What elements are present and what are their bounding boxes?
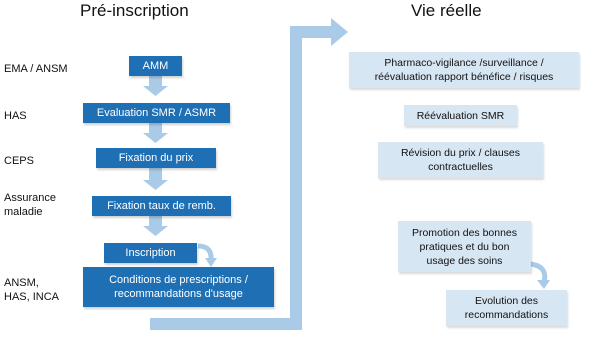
pre-inscription-title: Pré-inscription (80, 1, 189, 20)
curved-arrow-promotion (530, 264, 545, 282)
actor-ceps: CEPS (4, 155, 34, 167)
step-fixation-prix: Fixation du prix (96, 148, 216, 168)
down-arrow-4 (143, 216, 168, 236)
step-conditions-prescription: Conditions de prescriptions / recommandations d'usage (83, 267, 274, 307)
step-fixation-taux: Fixation taux de remb. (92, 196, 231, 216)
step-pharmacovigilance: Pharmaco-vigilance /surveillance / réévaluation rapport bénéfice / risques (349, 52, 579, 88)
step-evaluation-smr-asmr: Evaluation SMR / ASMR (83, 103, 230, 123)
actor-assurance-maladie: Assurance maladie (4, 192, 56, 218)
step-evolution-recommandations: Evolution des recommandations (446, 290, 567, 326)
step-inscription: Inscription (104, 243, 197, 263)
actor-ansm-has-inca: ANSM, HAS, INCA (4, 277, 60, 303)
actor-has: HAS (4, 110, 27, 122)
curved-arrow-inscription (198, 246, 211, 260)
actor-ema-ansm: EMA / ANSM (4, 63, 68, 75)
step-amm: AMM (129, 56, 182, 76)
down-arrow-2 (143, 123, 168, 143)
vie-reelle-title: Vie réelle (411, 1, 482, 20)
down-arrow-1 (143, 76, 168, 96)
step-revision-prix: Révision du prix / clauses contractuelles (378, 142, 543, 178)
step-reevaluation-smr: Réévaluation SMR (404, 105, 517, 126)
down-arrow-3 (143, 168, 168, 190)
step-promotion-bonnes-pratiques: Promotion des bonnes pratiques et du bon usage des soins (398, 221, 531, 272)
